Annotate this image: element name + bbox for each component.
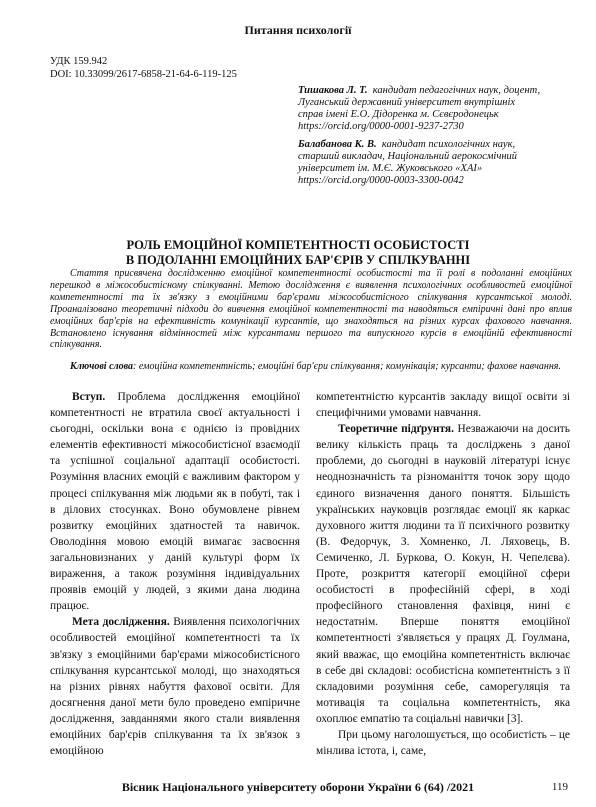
aim-label: Мета дослідження. (72, 616, 170, 629)
author-block-1 (298, 85, 573, 133)
author-name: Тишакова Л. Т. (298, 85, 368, 96)
left-column (50, 389, 300, 759)
udc-code: УДК 159.942 (50, 56, 108, 67)
author-affiliation-line: Луганський державний університет внутрішніх (298, 97, 516, 108)
author-orcid: https://orcid.org/0000-0003-3300-0042 (298, 175, 464, 186)
intro-paragraph (50, 389, 300, 614)
last-paragraph: При цьому наголошується, що особистість – це мінлива істота, і, саме, (316, 728, 570, 758)
theory-label: Теоретичне підґрунтя. (338, 423, 454, 436)
keywords (50, 360, 572, 373)
aim-paragraph (50, 614, 300, 759)
author-affiliation-line: кандидат психологічних наук, (381, 139, 516, 150)
intro-label: Вступ. (72, 391, 106, 403)
theory-text: Незважаючи на досить велику кількість праць та досліджень з даної проблеми, до сьогодні в науковій літературі існує неоднозначність та різноманіття точок зору щодо єдиного визначення даного поняття. Більшість українських науковців розглядає емоції як каркас духовного життя людини та її психічного розвитку (В. Федорчук, З. Хомненко, Л. Ляховець, В. Семиченко, Л. Буркова, О. Кокун, Н. Чепелєва). Проте, розкриття категорії емоційної сфери особистості в професійній сфері, в ході професійного становлення фахівця, нині є недостатнім. Вперше поняття емоційної компетентності з'являється у працях Д. Гоулмана, який вважає, що емоційна компетентність включає в себе дві складові: особистісна компетентність з її складовими розуміння себе, саморегуляція та мотивація та соціальна компетентність, яка охоплює емпатію та соціальні навички [3]. (316, 423, 570, 725)
journal-footer: Вісник Національного університету оборони України 6 (64) /2021 (121, 780, 475, 794)
right-column (316, 389, 570, 759)
intro-text: Проблема дослідження емоційної компетентності не втратила своєї актуальності і сьогодні, оскільки вона є однією із провідних елементів ефективності міжособистісної взаємодії та успішної соціальної адаптації особистості. Розуміння власних емоцій є важливим фактором у процесі спілкування між людьми як в побуті, так і в ділових стосунках. Воно обумовлене рівнем розвитку емоційних здатностей та навичок. Оволодіння мовою емоцій вимагає засвоєння загальновизнаних у даній культурі форм їх вираження, а також розуміння індивідуальних проявів емоцій у людей, з якими дана людина працює. (50, 391, 300, 613)
author-orcid: https://orcid.org/0000-0001-9237-2730 (298, 121, 464, 132)
continuation-paragraph: компетентністю курсантів закладу вищої освіти зі специфічними умовами навчання. (316, 391, 570, 420)
article-title (0, 238, 596, 268)
author-affiliation-line: справ імені Е.О. Дідоренка м. Сєвєродонецьк (298, 109, 499, 120)
theory-paragraph (316, 421, 570, 727)
aim-text: Виявлення психологічних особливостей емоційної компетентності та їх зв'язку з емоційними бар'єрами міжособистісного спілкування курсантської молоді, що знаходяться на різних рівнях набуття фахової освіти. Для досягнення даної мети було проведено емпіричне дослідження, завданнями якого стали виявлення емоційних бар'єрів спілкування та їх зв'язок з емоційною (50, 616, 300, 758)
section-title: Питання психології (244, 23, 352, 37)
article-title-line: РОЛЬ ЕМОЦІЙНОЇ КОМПЕТЕНТНОСТІ ОСОБИСТОСТІ (126, 238, 470, 252)
author-affiliation-line: університет ім. М.Є. Жуковського «ХАІ» (298, 163, 483, 174)
author-name: Балабанова К. В. (298, 139, 377, 150)
author-affiliation-line: старший викладач, Національний аерокосмічний (298, 151, 518, 162)
doi: DOI: 10.33099/2617-6858-21-64-6-119-125 (50, 69, 237, 80)
author-affiliation-line: кандидат педагогічних наук, доцент, (372, 85, 541, 96)
author-block-2 (298, 139, 573, 187)
keywords-text: : емоційна компетентність; емоційні бар'єри спілкування; комунікація; курсанти; фахове навчання. (133, 361, 561, 372)
page-number: 119 (551, 781, 568, 793)
keywords-label: Ключові слова (70, 361, 134, 372)
abstract: Стаття присвячена дослідженню емоційної компетентності особистості та її ролі в подоланні емоційних перешкод в міжособистісному спілкуванні. Метою дослідження є виявлення психологічних особливостей емоційної компетентності та їх зв'язку з емоційними бар'єрами міжособистісного спілкування курсантської молоді. Проаналізовано теоретичні підходи до вивчення емоційної компетентності та наводяться емпіричні дані про вплив емоційних бар'єрів на ефективність комунікації курсантів, що знаходяться на різних курсах фахового навчання. Встановлено існування відмінностей між курсантами першого та випускного курсів в емоційній ефективності спілкування. (50, 268, 572, 351)
article-title-line: В ПОДОЛАННІ ЕМОЦІЙНИХ БАР'ЄРІВ У СПІЛКУВАННІ (125, 253, 471, 267)
